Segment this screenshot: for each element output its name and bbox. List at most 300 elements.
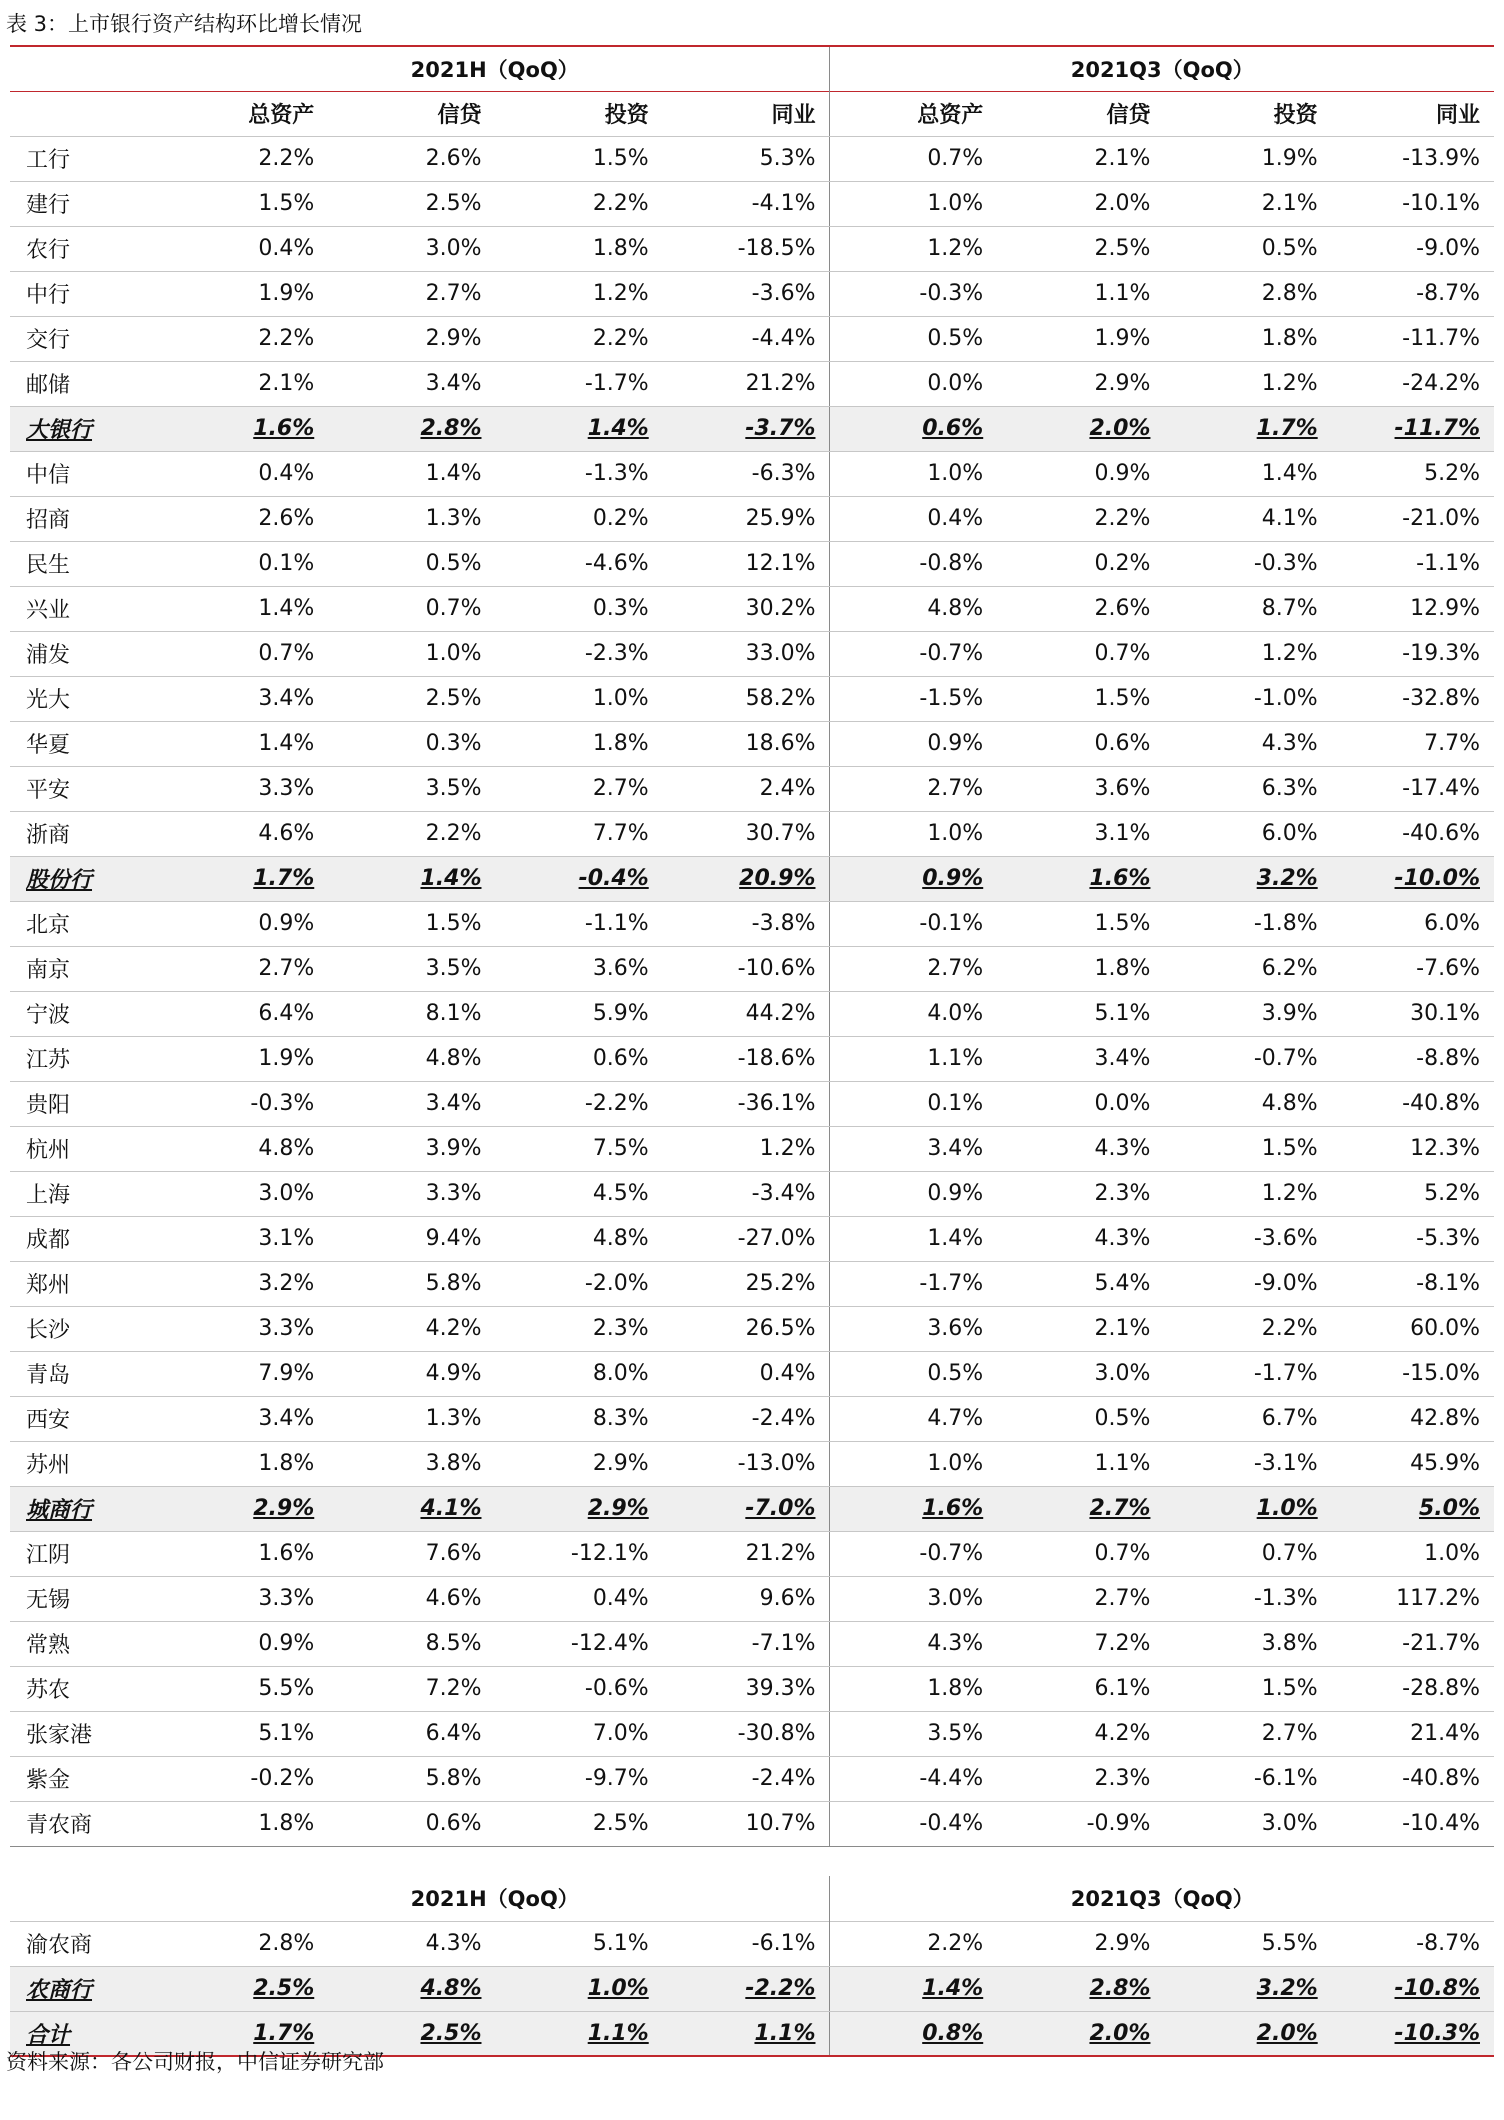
- value-cell: 7.9%: [160, 1351, 328, 1396]
- value-cell: 0.2%: [997, 541, 1164, 586]
- value-cell: 2.5%: [328, 2011, 495, 2056]
- bank-name-cell: 股份行: [10, 856, 160, 901]
- value-cell: 2.8%: [160, 1921, 328, 1966]
- table-row: [10, 1666, 1494, 1711]
- value-cell: 3.9%: [1164, 991, 1331, 1036]
- bank-name-cell: 长沙: [10, 1306, 160, 1351]
- table-row: [10, 361, 1494, 406]
- value-cell: 4.8%: [160, 1126, 328, 1171]
- value-cell: 2.6%: [160, 496, 328, 541]
- value-cell: 39.3%: [663, 1666, 830, 1711]
- bank-name-cell: 中行: [10, 271, 160, 316]
- value-cell: 0.5%: [328, 541, 495, 586]
- table-title: 表 3：上市银行资产结构环比增长情况: [6, 12, 363, 36]
- sub-table-body: [10, 1921, 1494, 2056]
- value-cell: 2.9%: [160, 1486, 328, 1531]
- value-cell: 1.2%: [1164, 1171, 1331, 1216]
- value-cell: -4.1%: [663, 181, 830, 226]
- value-cell: -15.0%: [1332, 1351, 1494, 1396]
- value-cell: 60.0%: [1332, 1306, 1494, 1351]
- value-cell: 1.5%: [1164, 1666, 1331, 1711]
- value-cell: 2.7%: [830, 766, 997, 811]
- table-row: [10, 316, 1494, 361]
- value-cell: -9.0%: [1164, 1261, 1331, 1306]
- value-cell: 1.1%: [495, 2011, 662, 2056]
- column-header: 信贷: [328, 91, 495, 136]
- value-cell: -2.0%: [495, 1261, 662, 1306]
- value-cell: 4.6%: [160, 811, 328, 856]
- table-row: [10, 676, 1494, 721]
- value-cell: 6.1%: [997, 1666, 1164, 1711]
- value-cell: 4.2%: [997, 1711, 1164, 1756]
- table-row: [10, 1531, 1494, 1576]
- value-cell: 1.5%: [1164, 1126, 1331, 1171]
- value-cell: -0.3%: [160, 1081, 328, 1126]
- value-cell: 1.0%: [830, 1441, 997, 1486]
- value-cell: 2.7%: [830, 946, 997, 991]
- value-cell: 2.2%: [495, 316, 662, 361]
- value-cell: 3.9%: [328, 1126, 495, 1171]
- value-cell: 8.5%: [328, 1621, 495, 1666]
- value-cell: -18.5%: [663, 226, 830, 271]
- value-cell: -21.7%: [1332, 1621, 1494, 1666]
- table-row: [10, 1171, 1494, 1216]
- table-row: [10, 1441, 1494, 1486]
- value-cell: 0.7%: [328, 586, 495, 631]
- value-cell: 0.9%: [997, 451, 1164, 496]
- value-cell: 1.3%: [328, 496, 495, 541]
- rural-banks-table: [10, 1876, 1494, 2057]
- value-cell: 3.4%: [328, 1081, 495, 1126]
- table-row: [10, 1756, 1494, 1801]
- value-cell: -1.7%: [495, 361, 662, 406]
- value-cell: 1.8%: [997, 946, 1164, 991]
- value-cell: 4.6%: [328, 1576, 495, 1621]
- value-cell: 1.5%: [997, 901, 1164, 946]
- value-cell: -1.1%: [495, 901, 662, 946]
- value-cell: -12.4%: [495, 1621, 662, 1666]
- value-cell: 21.2%: [663, 361, 830, 406]
- value-cell: -0.8%: [830, 541, 997, 586]
- value-cell: -7.0%: [663, 1486, 830, 1531]
- value-cell: -3.7%: [663, 406, 830, 451]
- value-cell: -7.1%: [663, 1621, 830, 1666]
- value-cell: 25.2%: [663, 1261, 830, 1306]
- table-row: [10, 811, 1494, 856]
- bank-name-cell: 无锡: [10, 1576, 160, 1621]
- value-cell: -1.5%: [830, 676, 997, 721]
- bank-name-cell: 邮储: [10, 361, 160, 406]
- value-cell: 5.3%: [663, 136, 830, 181]
- value-cell: -1.3%: [495, 451, 662, 496]
- value-cell: 4.3%: [997, 1126, 1164, 1171]
- bank-name-cell: 青农商: [10, 1801, 160, 1846]
- value-cell: 2.2%: [997, 496, 1164, 541]
- bank-name-cell: 郑州: [10, 1261, 160, 1306]
- bank-name-cell: 江苏: [10, 1036, 160, 1081]
- value-cell: 3.6%: [997, 766, 1164, 811]
- value-cell: 2.0%: [997, 181, 1164, 226]
- value-cell: 2.9%: [495, 1441, 662, 1486]
- value-cell: 2.5%: [997, 226, 1164, 271]
- table-row: [10, 1576, 1494, 1621]
- value-cell: 0.6%: [997, 721, 1164, 766]
- value-cell: 2.2%: [160, 136, 328, 181]
- value-cell: 45.9%: [1332, 1441, 1494, 1486]
- value-cell: 10.7%: [663, 1801, 830, 1846]
- bank-name-cell: 南京: [10, 946, 160, 991]
- value-cell: -10.6%: [663, 946, 830, 991]
- value-cell: 3.1%: [997, 811, 1164, 856]
- value-cell: -40.8%: [1332, 1081, 1494, 1126]
- table-row: [10, 496, 1494, 541]
- value-cell: 3.3%: [328, 1171, 495, 1216]
- value-cell: 1.2%: [830, 226, 997, 271]
- table-row: [10, 1621, 1494, 1666]
- value-cell: 3.5%: [328, 766, 495, 811]
- table-row: [10, 451, 1494, 496]
- value-cell: 3.2%: [1164, 1966, 1331, 2011]
- value-cell: 2.1%: [160, 361, 328, 406]
- value-cell: 2.9%: [495, 1486, 662, 1531]
- value-cell: 2.7%: [160, 946, 328, 991]
- value-cell: -19.3%: [1332, 631, 1494, 676]
- value-cell: 1.9%: [160, 271, 328, 316]
- bank-name-cell: 平安: [10, 766, 160, 811]
- value-cell: 1.1%: [997, 271, 1164, 316]
- value-cell: 2.2%: [328, 811, 495, 856]
- value-cell: 3.4%: [160, 676, 328, 721]
- value-cell: 3.4%: [830, 1126, 997, 1171]
- value-cell: 0.1%: [830, 1081, 997, 1126]
- value-cell: 1.3%: [328, 1396, 495, 1441]
- column-header: 总资产: [830, 91, 997, 136]
- bank-name-cell: 苏农: [10, 1666, 160, 1711]
- value-cell: -9.0%: [1332, 226, 1494, 271]
- table-row: [10, 1216, 1494, 1261]
- value-cell: 1.1%: [663, 2011, 830, 2056]
- value-cell: 2.2%: [830, 1921, 997, 1966]
- value-cell: 42.8%: [1332, 1396, 1494, 1441]
- value-cell: 2.2%: [160, 316, 328, 361]
- value-cell: 3.4%: [328, 361, 495, 406]
- value-cell: 117.2%: [1332, 1576, 1494, 1621]
- bank-name-cell: 上海: [10, 1171, 160, 1216]
- value-cell: 3.8%: [1164, 1621, 1331, 1666]
- value-cell: 21.4%: [1332, 1711, 1494, 1756]
- value-cell: 6.4%: [328, 1711, 495, 1756]
- value-cell: 2.0%: [997, 2011, 1164, 2056]
- value-cell: 1.4%: [328, 856, 495, 901]
- value-cell: -0.3%: [1164, 541, 1331, 586]
- bank-name-cell: 民生: [10, 541, 160, 586]
- value-cell: 1.2%: [495, 271, 662, 316]
- value-cell: -12.1%: [495, 1531, 662, 1576]
- value-cell: 1.7%: [160, 2011, 328, 2056]
- value-cell: 1.8%: [160, 1441, 328, 1486]
- column-header: 同业: [663, 91, 830, 136]
- table-row: [10, 721, 1494, 766]
- table-row: [10, 1921, 1494, 1966]
- value-cell: 2.4%: [663, 766, 830, 811]
- value-cell: 1.8%: [830, 1666, 997, 1711]
- column-header: 投资: [1164, 91, 1331, 136]
- table-row: [10, 586, 1494, 631]
- value-cell: -0.4%: [495, 856, 662, 901]
- value-cell: 0.7%: [997, 631, 1164, 676]
- value-cell: -1.3%: [1164, 1576, 1331, 1621]
- table-row: [10, 1396, 1494, 1441]
- value-cell: 0.6%: [328, 1801, 495, 1846]
- value-cell: 7.2%: [997, 1621, 1164, 1666]
- value-cell: 5.5%: [160, 1666, 328, 1711]
- value-cell: -17.4%: [1332, 766, 1494, 811]
- bank-name-cell: 西安: [10, 1396, 160, 1441]
- value-cell: 0.3%: [328, 721, 495, 766]
- value-cell: 0.6%: [495, 1036, 662, 1081]
- value-cell: 12.1%: [663, 541, 830, 586]
- value-cell: 2.2%: [1164, 1306, 1331, 1351]
- table-row: [10, 271, 1494, 316]
- value-cell: 2.7%: [997, 1576, 1164, 1621]
- value-cell: 2.5%: [495, 1801, 662, 1846]
- value-cell: 2.6%: [328, 136, 495, 181]
- value-cell: 1.4%: [160, 586, 328, 631]
- sub-group-header-h1: 2021H（QoQ）: [410, 1887, 579, 1912]
- value-cell: 2.0%: [997, 406, 1164, 451]
- value-cell: 4.8%: [328, 1966, 495, 2011]
- value-cell: 1.2%: [1164, 631, 1331, 676]
- value-cell: 4.5%: [495, 1171, 662, 1216]
- value-cell: 3.0%: [997, 1351, 1164, 1396]
- value-cell: -6.3%: [663, 451, 830, 496]
- bank-name-cell: 合计: [10, 2011, 160, 2056]
- value-cell: -3.6%: [1164, 1216, 1331, 1261]
- value-cell: -0.7%: [1164, 1036, 1331, 1081]
- value-cell: 2.8%: [997, 1966, 1164, 2011]
- value-cell: -28.8%: [1332, 1666, 1494, 1711]
- bank-name-cell: 建行: [10, 181, 160, 226]
- bank-name-cell: 贵阳: [10, 1081, 160, 1126]
- value-cell: -10.1%: [1332, 181, 1494, 226]
- value-cell: 9.6%: [663, 1576, 830, 1621]
- value-cell: 4.1%: [328, 1486, 495, 1531]
- value-cell: -2.4%: [663, 1756, 830, 1801]
- bank-name-cell: 张家港: [10, 1711, 160, 1756]
- column-header: 信贷: [997, 91, 1164, 136]
- group-header-row: [10, 46, 1494, 91]
- value-cell: 4.9%: [328, 1351, 495, 1396]
- value-cell: 1.0%: [328, 631, 495, 676]
- value-cell: 1.4%: [495, 406, 662, 451]
- value-cell: 1.4%: [160, 721, 328, 766]
- value-cell: 1.0%: [495, 676, 662, 721]
- value-cell: 1.6%: [160, 406, 328, 451]
- value-cell: 2.7%: [495, 766, 662, 811]
- value-cell: -40.6%: [1332, 811, 1494, 856]
- value-cell: 3.8%: [328, 1441, 495, 1486]
- table-row: [10, 181, 1494, 226]
- value-cell: 5.9%: [495, 991, 662, 1036]
- value-cell: -18.6%: [663, 1036, 830, 1081]
- column-header-bank: [10, 91, 160, 136]
- value-cell: -1.7%: [1164, 1351, 1331, 1396]
- value-cell: -3.8%: [663, 901, 830, 946]
- value-cell: -13.0%: [663, 1441, 830, 1486]
- value-cell: 8.3%: [495, 1396, 662, 1441]
- value-cell: 2.3%: [997, 1171, 1164, 1216]
- value-cell: 5.2%: [1332, 1171, 1494, 1216]
- value-cell: -9.7%: [495, 1756, 662, 1801]
- value-cell: 2.2%: [495, 181, 662, 226]
- value-cell: -36.1%: [663, 1081, 830, 1126]
- value-cell: 4.7%: [830, 1396, 997, 1441]
- value-cell: 1.4%: [830, 1216, 997, 1261]
- value-cell: 2.0%: [1164, 2011, 1331, 2056]
- bank-name-cell: 浦发: [10, 631, 160, 676]
- value-cell: 1.0%: [830, 451, 997, 496]
- value-cell: 5.1%: [495, 1921, 662, 1966]
- value-cell: -0.9%: [997, 1801, 1164, 1846]
- value-cell: 7.7%: [1332, 721, 1494, 766]
- value-cell: -5.3%: [1332, 1216, 1494, 1261]
- value-cell: 0.5%: [997, 1396, 1164, 1441]
- value-cell: 2.9%: [328, 316, 495, 361]
- value-cell: -0.1%: [830, 901, 997, 946]
- value-cell: 1.7%: [160, 856, 328, 901]
- value-cell: -0.6%: [495, 1666, 662, 1711]
- value-cell: 30.2%: [663, 586, 830, 631]
- table-row: [10, 1351, 1494, 1396]
- value-cell: 4.3%: [997, 1216, 1164, 1261]
- table-row: [10, 766, 1494, 811]
- value-cell: 2.5%: [160, 1966, 328, 2011]
- value-cell: 1.8%: [1164, 316, 1331, 361]
- value-cell: 0.5%: [830, 1351, 997, 1396]
- table-row: [10, 1036, 1494, 1081]
- header-corner: [10, 46, 160, 91]
- value-cell: 4.8%: [495, 1216, 662, 1261]
- column-header: 总资产: [160, 91, 328, 136]
- bank-name-cell: 兴业: [10, 586, 160, 631]
- value-cell: 3.3%: [160, 1306, 328, 1351]
- value-cell: -8.7%: [1332, 271, 1494, 316]
- value-cell: 0.7%: [997, 1531, 1164, 1576]
- table-row: [10, 1711, 1494, 1756]
- value-cell: 1.0%: [830, 811, 997, 856]
- value-cell: 7.0%: [495, 1711, 662, 1756]
- value-cell: -1.7%: [830, 1261, 997, 1306]
- value-cell: 0.3%: [495, 586, 662, 631]
- bank-name-cell: 江阴: [10, 1531, 160, 1576]
- value-cell: 6.4%: [160, 991, 328, 1036]
- value-cell: 5.0%: [1332, 1486, 1494, 1531]
- value-cell: -10.0%: [1332, 856, 1494, 901]
- table-row: [10, 631, 1494, 676]
- value-cell: -0.3%: [830, 271, 997, 316]
- value-cell: 2.6%: [997, 586, 1164, 631]
- subtotal-row: [10, 1486, 1494, 1531]
- value-cell: 33.0%: [663, 631, 830, 676]
- value-cell: -3.4%: [663, 1171, 830, 1216]
- value-cell: -2.2%: [495, 1081, 662, 1126]
- value-cell: -32.8%: [1332, 676, 1494, 721]
- value-cell: -6.1%: [1164, 1756, 1331, 1801]
- value-cell: -1.8%: [1164, 901, 1331, 946]
- main-data-table: [10, 45, 1494, 1847]
- value-cell: 3.1%: [160, 1216, 328, 1261]
- value-cell: 3.0%: [1164, 1801, 1331, 1846]
- value-cell: 1.0%: [1332, 1531, 1494, 1576]
- value-cell: 5.8%: [328, 1756, 495, 1801]
- value-cell: -0.2%: [160, 1756, 328, 1801]
- value-cell: 1.8%: [495, 721, 662, 766]
- value-cell: 1.4%: [830, 1966, 997, 2011]
- value-cell: 3.5%: [830, 1711, 997, 1756]
- bank-name-cell: 渝农商: [10, 1921, 160, 1966]
- value-cell: 0.9%: [830, 856, 997, 901]
- value-cell: 2.8%: [1164, 271, 1331, 316]
- value-cell: -2.3%: [495, 631, 662, 676]
- bank-name-cell: 中信: [10, 451, 160, 496]
- column-header: 投资: [495, 91, 662, 136]
- subtotal-row: [10, 1966, 1494, 2011]
- value-cell: 5.5%: [1164, 1921, 1331, 1966]
- value-cell: 30.7%: [663, 811, 830, 856]
- value-cell: 2.9%: [997, 361, 1164, 406]
- value-cell: 1.0%: [1164, 1486, 1331, 1531]
- value-cell: 0.6%: [830, 406, 997, 451]
- bank-name-cell: 苏州: [10, 1441, 160, 1486]
- value-cell: 44.2%: [663, 991, 830, 1036]
- value-cell: 6.3%: [1164, 766, 1331, 811]
- value-cell: 1.0%: [495, 1966, 662, 2011]
- value-cell: -8.7%: [1332, 1921, 1494, 1966]
- value-cell: 0.7%: [160, 631, 328, 676]
- value-cell: 0.8%: [830, 2011, 997, 2056]
- value-cell: -10.3%: [1332, 2011, 1494, 2056]
- table-row: [10, 1261, 1494, 1306]
- value-cell: -21.0%: [1332, 496, 1494, 541]
- bank-name-cell: 宁波: [10, 991, 160, 1036]
- value-cell: -2.4%: [663, 1396, 830, 1441]
- bank-name-cell: 工行: [10, 136, 160, 181]
- value-cell: -3.1%: [1164, 1441, 1331, 1486]
- bank-name-cell: 招商: [10, 496, 160, 541]
- value-cell: 7.5%: [495, 1126, 662, 1171]
- value-cell: 25.9%: [663, 496, 830, 541]
- value-cell: -0.7%: [830, 1531, 997, 1576]
- value-cell: 0.4%: [663, 1351, 830, 1396]
- value-cell: 5.4%: [997, 1261, 1164, 1306]
- value-cell: 3.6%: [830, 1306, 997, 1351]
- value-cell: 1.8%: [160, 1801, 328, 1846]
- value-cell: 7.6%: [328, 1531, 495, 1576]
- value-cell: 1.5%: [160, 181, 328, 226]
- value-cell: 0.7%: [830, 136, 997, 181]
- value-cell: 0.5%: [830, 316, 997, 361]
- value-cell: 0.4%: [160, 451, 328, 496]
- main-table-body: [10, 136, 1494, 1846]
- value-cell: 0.1%: [160, 541, 328, 586]
- value-cell: 1.9%: [997, 316, 1164, 361]
- value-cell: 2.7%: [997, 1486, 1164, 1531]
- value-cell: -1.0%: [1164, 676, 1331, 721]
- value-cell: 9.4%: [328, 1216, 495, 1261]
- bank-name-cell: 大银行: [10, 406, 160, 451]
- value-cell: 2.3%: [495, 1306, 662, 1351]
- value-cell: -4.4%: [663, 316, 830, 361]
